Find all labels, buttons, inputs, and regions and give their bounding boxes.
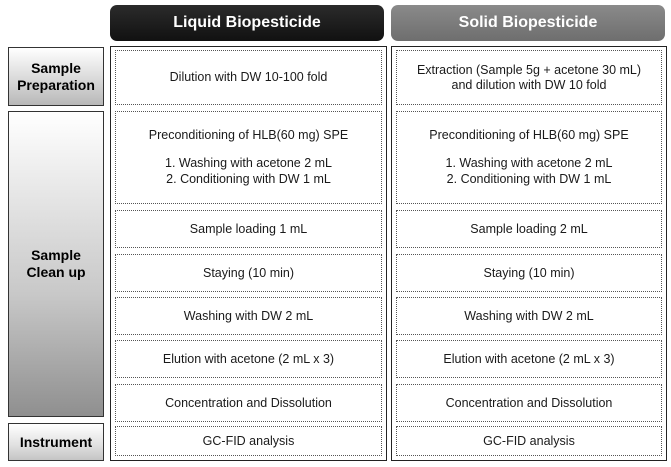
sample-preparation-label: Sample Preparation [8,47,104,106]
solid-loading-step: Sample loading 2 mL [396,210,662,248]
solid-staying-step: Staying (10 min) [396,254,662,292]
liquid-concentration-step: Concentration and Dissolution [115,384,382,422]
liquid-preconditioning-step [115,111,382,204]
solid-preconditioning-step [396,111,662,204]
liquid-preparation-step: Dilution with DW 10-100 fold [115,50,382,105]
liquid-preconditioning-title: Preconditioning of HLB(60 mg) SPE [148,128,349,142]
solid-concentration-step: Concentration and Dissolution [396,384,662,422]
liquid-elution-step: Elution with acetone (2 mL x 3) [115,340,382,378]
solid-elution-step: Elution with acetone (2 mL x 3) [396,340,662,378]
instrument-label: Instrument [8,423,104,461]
liquid-preconditioning-substep-1: 1. Washing with acetone 2 mL [165,156,332,170]
solid-preconditioning-substep-1: 1. Washing with acetone 2 mL [445,156,613,170]
liquid-washing-step: Washing with DW 2 mL [115,297,382,335]
solid-preconditioning-title: Preconditioning of HLB(60 mg) SPE [429,128,629,142]
solid-header-text: Solid Biopesticide [458,14,598,31]
liquid-analysis-step: GC-FID analysis [115,426,382,456]
solid-analysis-step: GC-FID analysis [396,426,662,456]
liquid-staying-step: Staying (10 min) [115,254,382,292]
liquid-preconditioning-substep-2: 2. Conditioning with DW 1 mL [166,172,331,186]
liquid-biopesticide-header [110,5,384,41]
solid-preparation-step: Extraction (Sample 5g + acetone 30 mL) and dilution with DW 10 fold [396,50,662,105]
sample-clean-up-label: Sample Clean up [8,111,104,417]
solid-preconditioning-substep-2: 2. Conditioning with DW 1 mL [446,172,612,186]
liquid-loading-step: Sample loading 1 mL [115,210,382,248]
solid-biopesticide-header [391,5,665,41]
liquid-header-text: Liquid Biopesticide [173,14,321,31]
solid-washing-step: Washing with DW 2 mL [396,297,662,335]
